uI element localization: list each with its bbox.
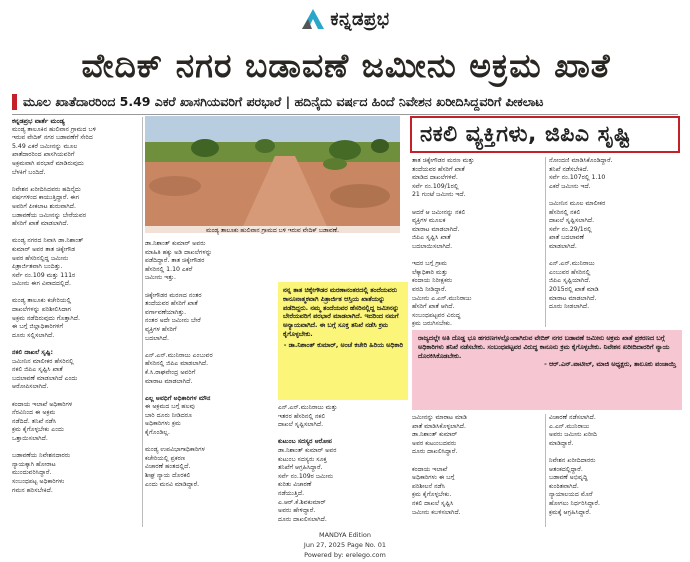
column-divider [545, 157, 546, 327]
article-column-5: ನೋಂದಣಿ ಮಾಡಿಸಿಕೊಂಡಿದ್ದಾರೆ. ತನಿಖೆ ನಡೆಸಬೇಕಿದೆ. ಸರ್ವೆ ನಂ.107ರಲ್ಲಿ 1.10 ಎಕರೆ ಜಮೀನು ಇದೆ. ಜಮೀನಿನ ಮೂಲ ಮಾಲೀಕರ ಹೆಸರಿನಲ್ಲಿ ನಕಲಿ ದಾಖಲೆ ಸೃಷ್ಟಿಸಲಾಗಿದೆ. ಸರ್ವೆ ನಂ.29/1ರಲ್ಲಿ ಖಾತೆ ಬದಲಾವಣೆ ಮಾಡಲಾಗಿದೆ. ಎನ್.ಎನ್.ಮುನಿರಾಜು ಎಂಬುವರ ಹೆಸರಿನಲ್ಲಿ ಜಿಪಿಎ ಸೃಷ್ಟಿಯಾಗಿದೆ. 2015ರಲ್ಲಿ ಖಾತೆ ಮಾಡಿ ಮಾರಾಟ ಮಾಡಲಾಗಿದೆ. ದೂರು ನೀಡಲಾಗಿದೆ. [549, 157, 613, 311]
sub-headline-text: ಮೂಲ ಖಾತೆದಾರರಿಂದ 5.49 ಎಕರೆ ಖಾಸಗಿಯವರಿಗೆ ಪರಭಾರೆ | ಹದಿನೈದು ವರ್ಷದ ಹಿಂದೆ ನಿವೇಶನ ಖರೀದಿಸಿದ್ದವರಿಗೆ ಪೀಕಲಾಟ [23, 94, 544, 109]
article-column-3: ಎನ್.ಎನ್.ಮುನಿರಾಜು ಮತ್ತು ಇತರರ ಹೆಸರಿನಲ್ಲಿ ನಕಲಿ ದಾಖಲೆ ಸೃಷ್ಟಿಸಲಾಗಿದೆ. ಕುಟುಂಬ ಸದಸ್ಯರ ಆರೋಪ ಡಾ.ನಿಶಾಂತ್ ಕುಮಾರ್ ಅವರ ಕುಟುಂಬ ಸದಸ್ಯರು ಸೂಕ್ತ ತನಿಖೆಗೆ ಆಗ್ರಹಿಸಿದ್ದಾರೆ. ಸರ್ವೆ ನಂ.109ರ ಜಮೀನು ಕುರಿತು ವಿಚಾರಣೆ ನಡೆಯುತ್ತಿದೆ. ಎ.ಆರ್.ಕೆ.ಶಿವಕುಮಾರ್ ಅವರು ಹೇಳಿದ್ದಾರೆ. ದೂರು ದಾಖಲಿಸಲಾಗಿದೆ. [278, 404, 338, 523]
article-byline: ಕನ್ನಡಪ್ರಭ ವಾರ್ತೆ ಮಂಡ್ಯ [12, 117, 65, 125]
quote-signature: - ಡಾ.ನಿಶಾಂತ್ ಕುಮಾರ್, ಅಂಚೆ ಕಚೇರಿ ಹಿರಿಯ ಅಧಿಕಾರಿ [283, 340, 403, 349]
column-divider [142, 117, 143, 527]
pink-box [412, 330, 682, 410]
headline-rule [12, 114, 678, 115]
article-column-4: ತಾತ ಚಿಕ್ಕೇಗೌಡರ ಮರಣ ಮತ್ತು ತಂದೆಯವರ ಹೆಸರಿಗೆ ಖಾತೆ ಮಾಡಿದ ದಾಖಲೆಗಳಿವೆ. ಸರ್ವೆ ನಂ.109/1ರಲ್ಲಿ 21 ಗುಂಟೆ ಜಮೀನು ಇದೆ. ಆದರೆ ಆ ಜಮೀನನ್ನು ನಕಲಿ ವ್ಯಕ್ತಿಗಳ ಮೂಲಕ ಮಾರಾಟ ಮಾಡಲಾಗಿದೆ. ಜಿಪಿಎ ಸೃಷ್ಟಿಸಿ ಖಾತೆ ಬದಲಾಯಿಸಲಾಗಿದೆ. ಇದರ ಬಗ್ಗೆ ಗ್ರಾಮ ಲೆಕ್ಕಾಧಿಕಾರಿ ಮತ್ತು ಕಂದಾಯ ನಿರೀಕ್ಷಕರು ವರದಿ ನೀಡಿದ್ದಾರೆ. ಜಮೀನು ಎ.ಎನ್.ಮುನಿರಾಜು ಹೆಸರಿಗೆ ಖಾತೆ ಆಗಿದೆ. ಸಂಬಂಧಪಟ್ಟವರ ವಿರುದ್ಧ ಕ್ರಮ ಜರುಗಿಸಬೇಕು. [412, 157, 475, 327]
powered-by-link[interactable]: Powered by: erelego.com [304, 551, 386, 559]
layout-land-image [145, 116, 400, 233]
article-column-6: ಜಮೀನನ್ನು ಮಾರಾಟ ಮಾಡಿ ಖಾತೆ ಮಾಡಿಸಿಕೊಳ್ಳಲಾಗಿದೆ. ಡಾ.ನಿಶಾಂತ್ ಕುಮಾರ್ ಅವರ ಕುಟುಂಬದವರು ದೂರು ದಾಖಲಿಸಿದ್ದಾರೆ. ಕಂದಾಯ ಇಲಾಖೆ ಅಧಿಕಾರಿಗಳು ಈ ಬಗ್ಗೆ ಪರಿಶೀಲನೆ ನಡೆಸಿ ಕ್ರಮ ಕೈಗೊಳ್ಳಬೇಕು. ನಕಲಿ ದಾಖಲೆ ಸೃಷ್ಟಿಸಿ ಜಮೀನು ಕಬಳಿಸಲಾಗಿದೆ. [412, 414, 468, 516]
article-column-7: ವಿಚಾರಣೆ ನಡೆಸಲಾಗಿದೆ. ಎ.ಎನ್.ಮುನಿರಾಜು ಅವರು ಜಮೀನು ಖರೀದಿ ಮಾಡಿದ್ದಾರೆ. ನಿವೇಶನ ಖರೀದಿದಾರರು ಆತಂಕದಲ್ಲಿದ್ದಾರೆ. ಬಡಾವಣೆ ಅಭಿವೃದ್ಧಿ ಕುಂಠಿತವಾಗಿದೆ. ನ್ಯಾಯಾಲಯದ ಮೊರೆ ಹೋಗಲು ನಿರ್ಧರಿಸಿದ್ದಾರೆ. ಕ್ರಮಕ್ಕೆ ಆಗ್ರಹಿಸಿದ್ದಾರೆ. [549, 414, 600, 516]
quote-text: ನನ್ನ ತಾತ ಚಿಕ್ಕೇಗೌಡರ ಮರಣಾನಂತರದಲ್ಲಿ ತಂದೆಯವರು ಕಾನೂನಾತ್ಮಕವಾಗಿ ಪಿತ್ರಾರ್ಜಿತ ಆಸ್ತಿಯ ಖಾತೆಯನ್ನು ಪಡೆದಿದ್ದರು. ನಮ್ಮ ತಂದೆಯವರ ಹೆಸರಿನಲ್ಲಿದ್ದ ಜಮೀನನ್ನು ಬೇರೆಯವರಿಗೆ ಪರಭಾರೆ ಮಾಡಲಾಗಿದೆ. ಇದರಿಂದ ನಮಗೆ ಅನ್ಯಾಯವಾಗಿದೆ. ಈ ಬಗ್ಗೆ ಸೂಕ್ತ ತನಿಖೆ ನಡೆಸಿ ಕ್ರಮ ಕೈಗೊಳ್ಳಬೇಕು. [283, 286, 400, 338]
pink-box-signature: - ಆರ್.ಎನ್.ಪಾಟೀಲ್, ಮಾಜಿ ಅಧ್ಯಕ್ಷರು, ತಾಲೂಕು ಪಂಚಾಯ್ತಿ [544, 360, 676, 369]
page-footer [0, 530, 690, 562]
article-column-1: ಕನ್ನಡಪ್ರಭ ವಾರ್ತೆ ಮಂಡ್ಯ ಮಂಡ್ಯ ತಾಲೂಕಿನ ಹುಲಿವಾನ ಗ್ರಾಮದ ಬಳಿ ಇರುವ ವೇದಿಕ್ ನಗರ ಬಡಾವಣೆಗೆ ಸೇರಿದ 5.49 ಎಕರೆ ಜಮೀನನ್ನು ಮೂಲ ಖಾತೆದಾರರಿಂದ ಖಾಸಗಿಯವರಿಗೆ ಅಕ್ರಮವಾಗಿ ಪರಭಾರೆ ಮಾಡಿರುವುದು ಬೆಳಕಿಗೆ ಬಂದಿದೆ. ನಿವೇಶನ ಖರೀದಿಸಿದವರು ಹದಿನೈದು ವರ್ಷಗಳಿಂದ ಕಾಯುತ್ತಿದ್ದಾರೆ. ಈಗ ಅವರಿಗೆ ಪೀಕಲಾಟ ಶುರುವಾಗಿದೆ. ಬಡಾವಣೆಯ ಜಮೀನನ್ನು ಬೇರೆಯವರ ಹೆಸರಿಗೆ ಖಾತೆ ಮಾಡಲಾಗಿದೆ. ಮಂಡ್ಯ ನಗರದ ನಿವಾಸಿ ಡಾ.ನಿಶಾಂತ್ ಕುಮಾರ್ ಅವರ ತಾತ ಚಿಕ್ಕೇಗೌಡ ಅವರ ಹೆಸರಿನಲ್ಲಿದ್ದ ಜಮೀನು ಪಿತ್ರಾರ್ಜಿತವಾಗಿ ಬಂದಿತ್ತು. ಸರ್ವೆ ನಂ.109 ಮತ್ತು 111ರ ಜಮೀನು ಈಗ ವಿವಾದದಲ್ಲಿದೆ. ಮಂಡ್ಯ ತಾಲೂಕು ಕಚೇರಿಯಲ್ಲಿ ದಾಖಲೆಗಳನ್ನು ಪರಿಶೀಲಿಸಿದಾಗ ಅಕ್ರಮ ನಡೆದಿರುವುದು ಗೊತ್ತಾಗಿದೆ. ಈ ಬಗ್ಗೆ ಜಿಲ್ಲಾಧಿಕಾರಿಗಳಿಗೆ ದೂರು ಸಲ್ಲಿಸಲಾಗಿದೆ. ನಕಲಿ ದಾಖಲೆ ಸೃಷ್ಟಿ: ಜಮೀನಿನ ಮಾಲೀಕರ ಹೆಸರಿನಲ್ಲಿ ನಕಲಿ ಜಿಪಿಎ ಸೃಷ್ಟಿಸಿ ಖಾತೆ ಬದಲಾವಣೆ ಮಾಡಲಾಗಿದೆ ಎಂದು ಆರೋಪಿಸಲಾಗಿದೆ. ಕಂದಾಯ ಇಲಾಖೆ ಅಧಿಕಾರಿಗಳ ನೆರವಿನಿಂದ ಈ ಅಕ್ರಮ ನಡೆದಿದೆ. ತನಿಖೆ ನಡೆಸಿ ಕ್ರಮ ಕೈಗೊಳ್ಳಬೇಕು ಎಂದು ಒತ್ತಾಯಿಸಲಾಗಿದೆ. ಬಡಾವಣೆಯ ನಿವೇಶನದಾರರು ನ್ಯಾಯಕ್ಕಾಗಿ ಹೋರಾಟ ಮುಂದುವರಿಸಿದ್ದಾರೆ. ಸಂಬಂಧಪಟ್ಟ ಅಧಿಕಾರಿಗಳು ಗಮನ ಹರಿಸಬೇಕಿದೆ. [12, 117, 140, 527]
masthead-title: ಕನ್ನಡಪ್ರಭ [330, 8, 390, 30]
edition-label: MANDYA Edition [318, 531, 372, 539]
kannadaprabha-logo-icon [300, 7, 326, 31]
side-headline-box [410, 116, 680, 153]
accent-bar [12, 94, 17, 110]
article-column-2: ಡಾ.ನಿಶಾಂತ್ ಕುಮಾರ್ ಅವರು ಮಾಹಿತಿ ಹಕ್ಕು ಅಡಿ ದಾಖಲೆಗಳನ್ನು ಪಡೆದಿದ್ದಾರೆ. ತಾತ ಚಿಕ್ಕೇಗೌಡರ ಹೆಸರಿನಲ್ಲಿ 1.10 ಎಕರೆ ಜಮೀನು ಇತ್ತು. ಚಿಕ್ಕೇಗೌಡರ ಮರಣದ ನಂತರ ತಂದೆಯವರ ಹೆಸರಿಗೆ ಖಾತೆ ವರ್ಗಾವಣೆಯಾಗಿತ್ತು. ನಂತರ ಅದೇ ಜಮೀನು ಬೇರೆ ವ್ಯಕ್ತಿಗಳ ಹೆಸರಿಗೆ ಬದಲಾಗಿದೆ. ಎನ್.ಎನ್.ಮುನಿರಾಜು ಎಂಬುವರ ಹೆಸರಿನಲ್ಲಿ ಜಿಪಿಎ ಮಾಡಲಾಗಿದೆ. ಕೆ.ಸಿ.ರಾಘವೇಂದ್ರ ಅವರಿಗೆ ಮಾರಾಟ ಮಾಡಲಾಗಿದೆ. ಎಲ್ಲ ಅವಧಿಗೆ ಅಧಿಕಾರಿಗಳ ಮೌನ ಈ ಅಕ್ರಮದ ಬಗ್ಗೆ ಹಲವು ಬಾರಿ ದೂರು ನೀಡಿದರೂ ಅಧಿಕಾರಿಗಳು ಕ್ರಮ ಕೈಗೊಂಡಿಲ್ಲ. ಮಂಡ್ಯ ಉಪವಿಭಾಗಾಧಿಕಾರಿಗಳ ಕಚೇರಿಯಲ್ಲಿ ಪ್ರಕರಣ ವಿಚಾರಣೆ ಹಂತದಲ್ಲಿದೆ. ಶೀಘ್ರ ನ್ಯಾಯ ದೊರಕಲಿ ಎಂದು ಮನವಿ ಮಾಡಿದ್ದಾರೆ. [145, 240, 213, 488]
masthead [0, 0, 690, 38]
quote-box [278, 282, 408, 400]
pink-box-text: ರಾಜ್ಯದಲ್ಲೇ ಅತಿ ದೊಡ್ಡ ಭೂ ಹಗರಣಗಳಲ್ಲೊಂದಾಗಿರುವ ವೇದಿಕ್ ನಗರ ಬಡಾವಣೆ ಜಮೀನು ಅಕ್ರಮ ಖಾತೆ ಪ್ರಕರಣದ ಬಗ್ಗೆ ಅಧಿಕಾರಿಗಳು ತನಿಖೆ ನಡೆಸಬೇಕು. ಸಂಬಂಧಪಟ್ಟವರ ವಿರುದ್ಧ ಕಾನೂನು ಕ್ರಮ ಕೈಗೊಳ್ಳಬೇಕು. ನಿವೇಶನ ಖರೀದಿದಾರರಿಗೆ ನ್ಯಾಯ ದೊರಕಿಸಿಕೊಡಬೇಕು. [418, 334, 670, 360]
sub-headline [12, 92, 680, 112]
page-headline: ವೇದಿಕ್ ನಗರ ಬಡಾವಣೆ ಜಮೀನು ಅಕ್ರಮ ಖಾತೆ [81, 46, 611, 85]
date-page-label: Jun 27, 2025 Page No. 01 [303, 541, 387, 549]
layout-photo [145, 116, 400, 233]
side-headline: ನಕಲಿ ವ್ಯಕ್ತಿಗಳು, ಜಿಪಿಎ ಸೃಷ್ಟಿ [420, 122, 631, 147]
column-divider [545, 414, 546, 527]
photo-caption: ಮಂಡ್ಯ ತಾಲೂಕು ಹುಲಿವಾನ ಗ್ರಾಮದ ಬಳಿ ಇರುವ ವೇದಿಕ್ ಬಡಾವಣೆ. [145, 226, 400, 235]
